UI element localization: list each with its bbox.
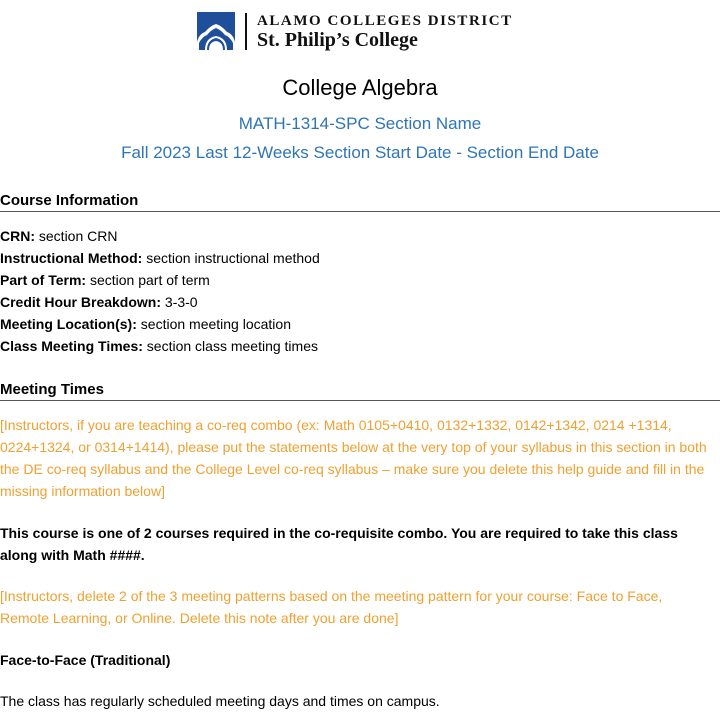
info-label: Class Meeting Times: [0, 338, 143, 354]
info-row-meeting-location [0, 316, 291, 332]
info-value: section instructional method [146, 250, 320, 266]
logo-district-name: ALAMO COLLEGES DISTRICT [257, 13, 513, 29]
meeting-pattern-heading: Face-to-Face (Traditional) [0, 652, 171, 668]
info-value: section part of term [89, 272, 210, 288]
logo-college-name: St. Philip’s College [257, 29, 418, 51]
meeting-times-heading: Meeting Times [0, 381, 720, 401]
instructor-note-patterns: [Instructors, delete 2 of the 3 meeting patterns based on the meeting pattern for your course: Face to Face, Remote Learning, or Online. Delete this note after you are done] [0, 588, 663, 626]
info-row-instructional-method [0, 250, 320, 266]
info-label: Instructional Method: [0, 250, 143, 266]
info-row-crn [0, 228, 117, 244]
info-value: section meeting location [140, 316, 291, 332]
alamo-arch-icon [197, 12, 235, 50]
course-title: College Algebra [282, 75, 438, 100]
coreq-statement: This course is one of 2 courses required in the co-requisite combo. You are required to take this class along with Math ####. [0, 525, 678, 563]
info-label: Part of Term: [0, 272, 87, 288]
info-row-credit-hours [0, 294, 198, 310]
info-row-part-of-term [0, 272, 210, 288]
meeting-pattern-text: The class has regularly scheduled meeting days and times on campus. [0, 693, 440, 709]
course-term: Fall 2023 Last 12-Weeks Section Start Date - Section End Date [121, 143, 599, 162]
info-row-meeting-times [0, 338, 318, 354]
info-label: Meeting Location(s): [0, 316, 137, 332]
info-value: 3-3-0 [164, 294, 198, 310]
college-logo [197, 12, 527, 52]
info-value: section class meeting times [146, 338, 318, 354]
info-label: Credit Hour Breakdown: [0, 294, 162, 310]
instructor-note-coreq: [Instructors, if you are teaching a co-req combo (ex: Math 0105+0410, 0132+1332, 0142+1342, 0214 +1314, 0224+1324, or 0314+1414), please put the statements below at the very top of your syllabus in this section in both the DE co-req syllabus and the College Level co-req syllabus – make sure you delete this help guide and fill in the missing information below] [0, 417, 707, 499]
info-value: section CRN [38, 228, 118, 244]
info-label: CRN: [0, 228, 35, 244]
course-information-heading: Course Information [0, 192, 720, 212]
logo-divider [245, 13, 247, 50]
course-code: MATH-1314-SPC Section Name [238, 114, 482, 133]
